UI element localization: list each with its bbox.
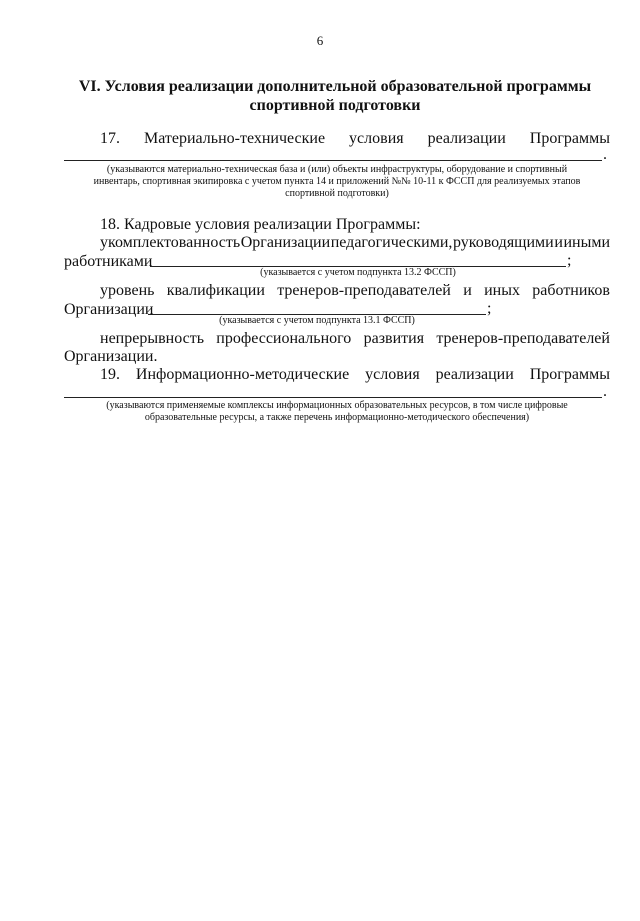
item18-development-label: Организации.: [64, 348, 158, 365]
item17-word: Программы: [529, 130, 610, 147]
item19-note: образовательные ресурсы, а также перечень информационно-методического обеспечения): [144, 412, 530, 423]
item18-word: Организации: [240, 234, 331, 251]
item19-line: [100, 365, 610, 384]
item19-note: (указываются применяемые комплексы информационных образовательных ресурсов, в том числе цифровые: [106, 400, 568, 411]
item18-word: иными: [563, 234, 610, 251]
item19-line-end: .: [603, 383, 607, 400]
item18-staffing-line: [100, 233, 610, 252]
item18-word: укомплектованность: [100, 234, 241, 251]
item17-line-end: .: [603, 146, 607, 163]
item17-note: спортивной подготовки): [285, 188, 389, 199]
item18-staffing-end: ;: [567, 252, 572, 269]
item18-development-line: [100, 329, 610, 348]
item17-line: [100, 129, 610, 148]
item19-blank-line: [64, 397, 602, 398]
item18-qualification-line: [100, 281, 610, 300]
item18-word: руководящими: [452, 234, 554, 251]
item18-qualification-label: Организации: [64, 301, 154, 318]
item18-staffing-note: (указывается с учетом подпункта 13.2 ФССП): [260, 267, 456, 278]
item18-word: тренеров-преподавателей: [436, 330, 610, 347]
section-subtitle: спортивной подготовки: [249, 97, 421, 114]
item17-note: (указываются материально-техническая база и (или) объекты инфраструктуры, оборудование и спортивный: [106, 164, 568, 175]
item19-word: Информационно-методические: [135, 366, 350, 383]
item18-word: профессионального: [216, 330, 352, 347]
item18-word: и: [463, 282, 472, 299]
item17-blank-line: [64, 160, 602, 161]
item17-note: инвентарь, спортивная экипировка с учетом пункта 14 и приложений №№ 10-11 к ФССП для реализуемых этапов: [93, 176, 581, 187]
item18-word: педагогическими,: [330, 234, 453, 251]
item19-number: 19.: [100, 366, 120, 383]
item18-qualification-note: (указывается с учетом подпункта 13.1 ФССП): [219, 315, 415, 326]
item17-number: 17.: [100, 130, 120, 147]
item17-word: условия: [349, 130, 404, 147]
item18-word: работников: [532, 282, 610, 299]
item18-word: уровень: [100, 282, 155, 299]
item18-heading: 18. Кадровые условия реализации Программы:: [100, 216, 421, 233]
item17-word: Материально-технические: [143, 130, 326, 147]
section-title: VI. Условия реализации дополнительной образовательной программы: [78, 78, 592, 95]
item18-word: квалификации: [166, 282, 265, 299]
item18-word: развития: [363, 330, 425, 347]
item18-word: иных: [484, 282, 520, 299]
page-number: 6: [316, 33, 324, 48]
item19-word: Программы: [529, 366, 610, 383]
item19-word: реализации: [435, 366, 514, 383]
item18-word: непрерывность: [100, 330, 204, 347]
item17-word: реализации: [427, 130, 506, 147]
item18-qualification-end: ;: [487, 300, 492, 317]
item18-staffing-label: работниками: [64, 253, 153, 270]
item18-word: тренеров-преподавателей: [277, 282, 451, 299]
item18-word: и: [554, 234, 563, 251]
item19-word: условия: [365, 366, 420, 383]
